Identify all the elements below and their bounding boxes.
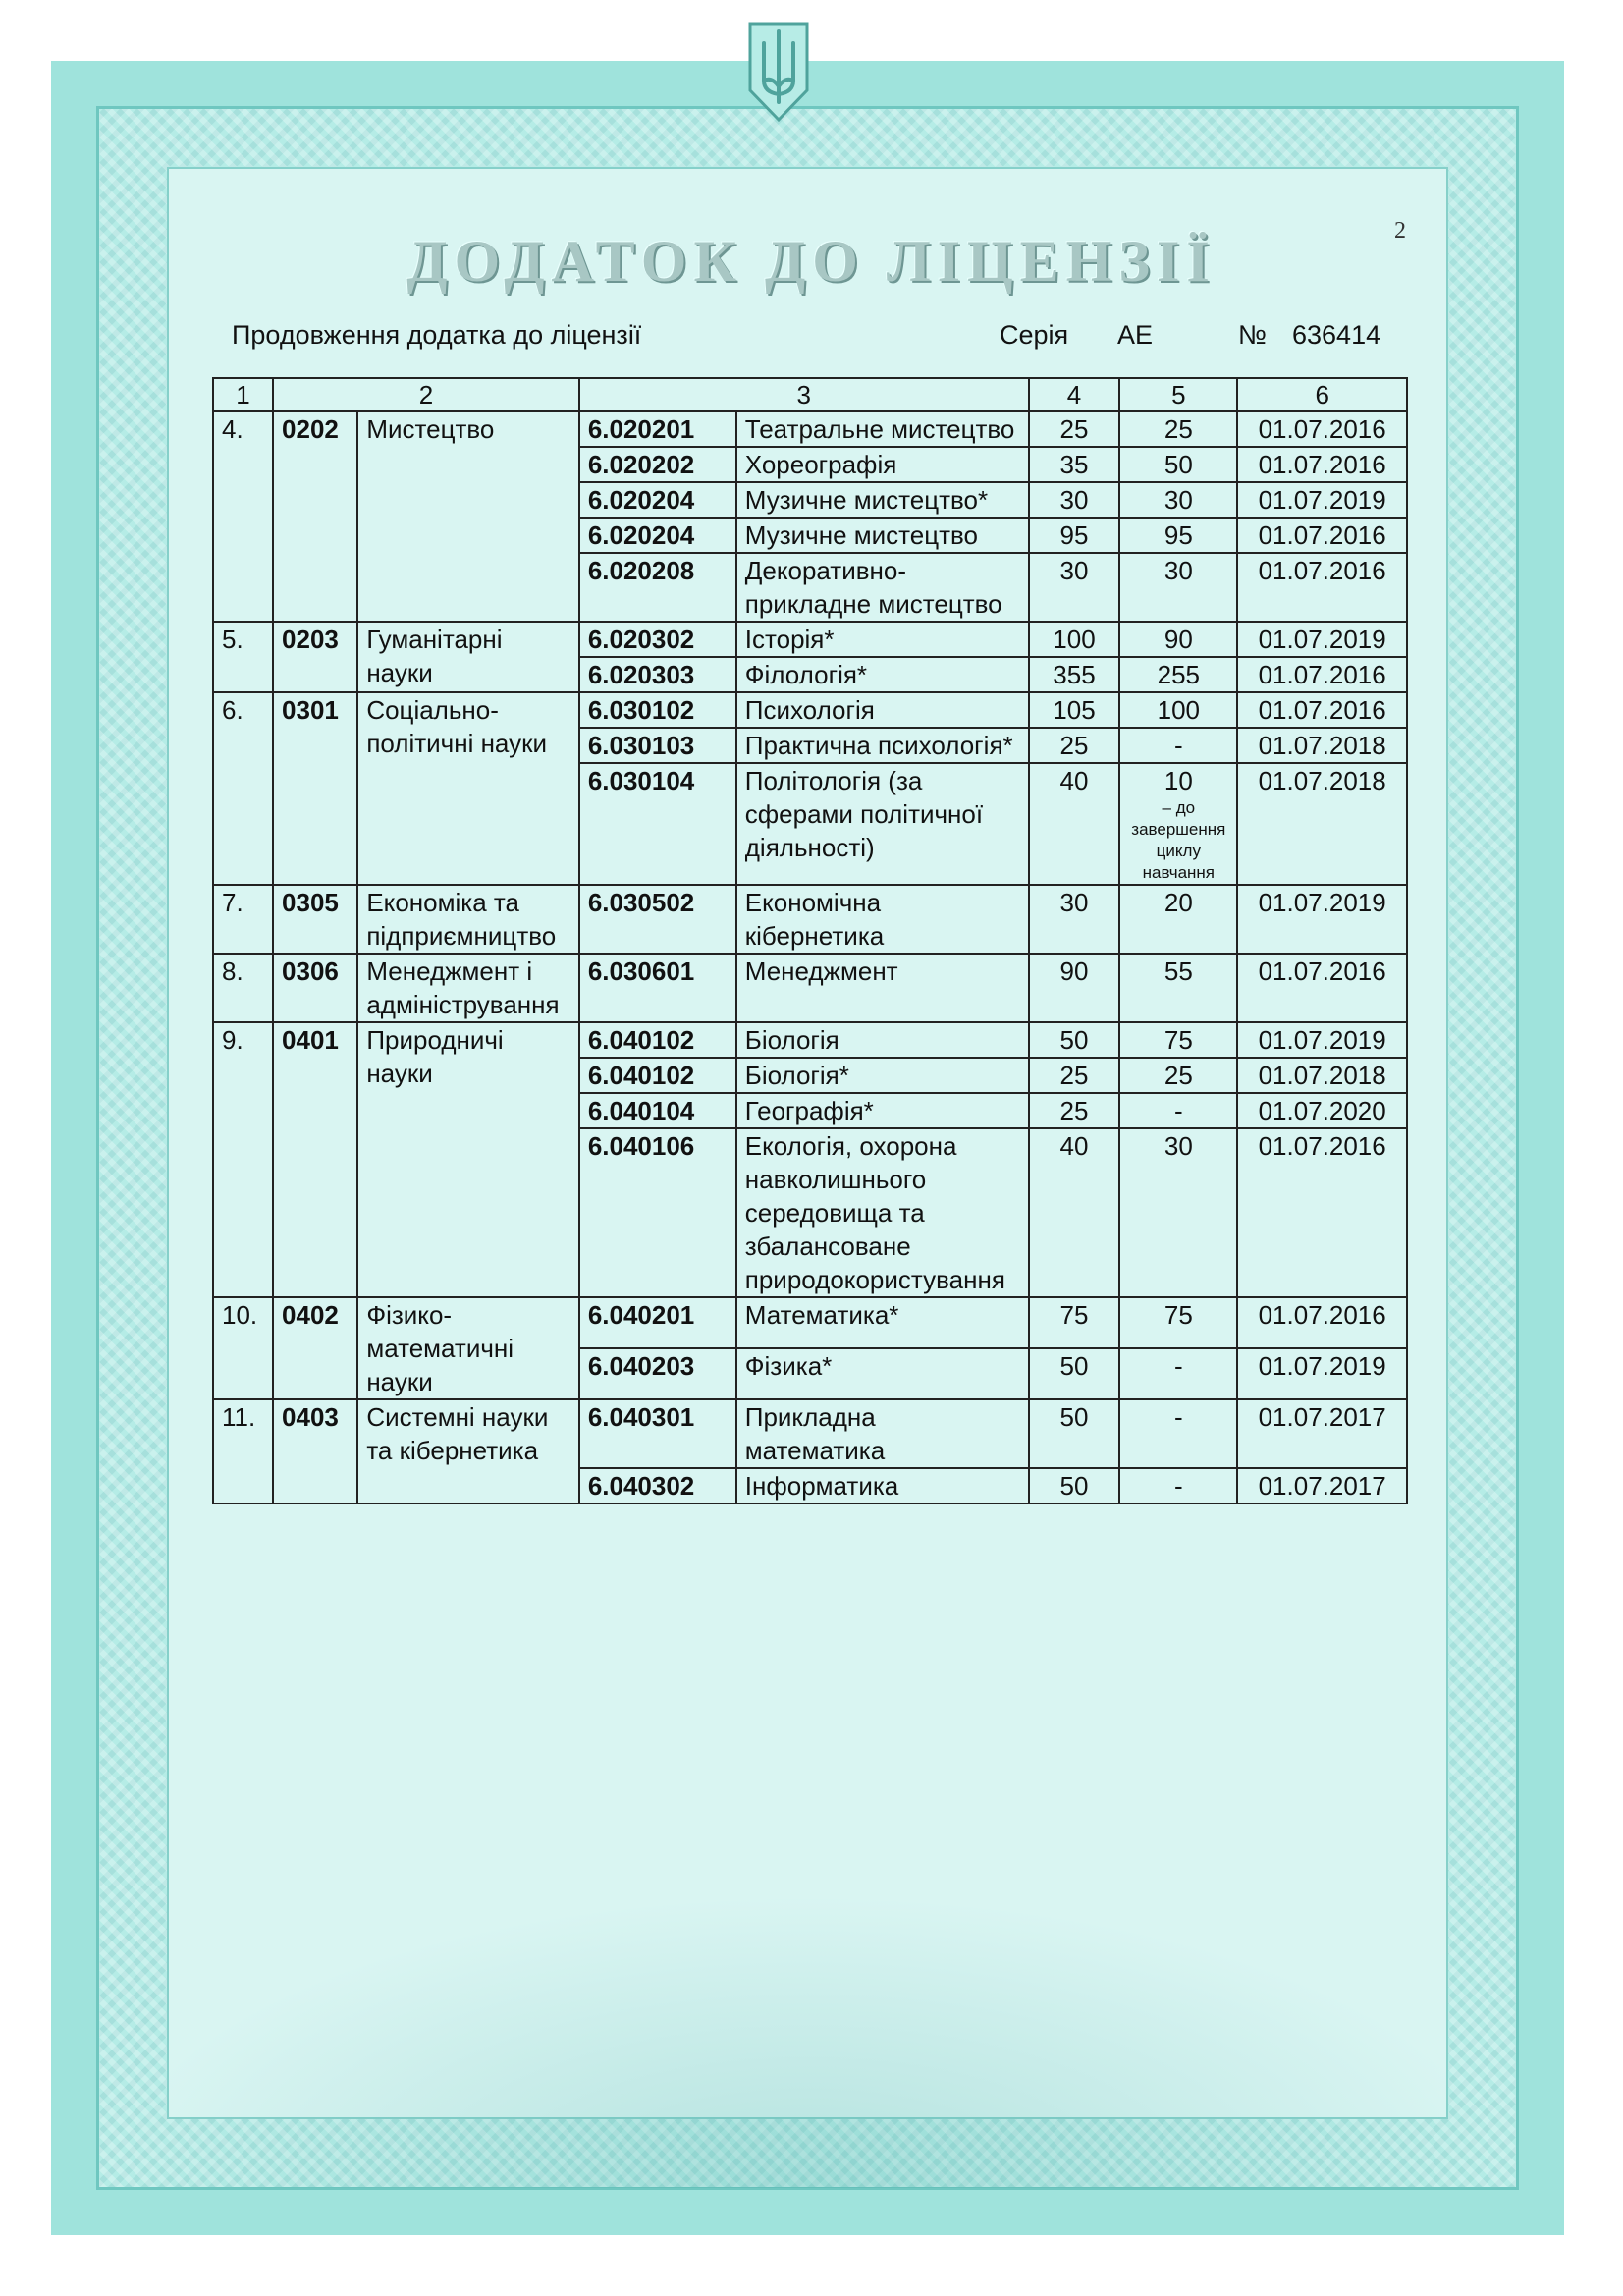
col5-number: 55	[1163, 957, 1193, 986]
specialty-code: 6.040106	[579, 1128, 736, 1297]
group-name: Мистецтво	[357, 411, 579, 622]
group-name: Системні науки та кібернетика	[357, 1399, 579, 1503]
specialty-code: 6.030502	[579, 885, 736, 954]
col5-number: 25	[1163, 414, 1193, 444]
col5-value	[1119, 692, 1237, 728]
col5-value	[1119, 411, 1237, 447]
group-name: Гуманітарні науки	[357, 622, 579, 692]
group-name: Фізико-математичні науки	[357, 1297, 579, 1399]
group-number: 4.	[213, 411, 273, 622]
valid-until-date: 01.07.2020	[1237, 1093, 1407, 1128]
col5-number: 20	[1163, 888, 1193, 917]
group-number: 5.	[213, 622, 273, 692]
column-header: 4	[1029, 378, 1120, 411]
number-value: 636414	[1292, 320, 1381, 350]
col4-value: 25	[1029, 1093, 1120, 1128]
table-row	[213, 1399, 1407, 1468]
group-code: 0403	[273, 1399, 357, 1503]
specialty-code: 6.020302	[579, 622, 736, 657]
table-row	[213, 954, 1407, 1022]
specialty-code: 6.020204	[579, 482, 736, 518]
valid-until-date: 01.07.2016	[1237, 954, 1407, 1022]
table-row	[213, 1297, 1407, 1348]
specialty-name: Географія*	[736, 1093, 1029, 1128]
col5-value	[1119, 482, 1237, 518]
group-name: Економіка та підприємництво	[357, 885, 579, 954]
specialty-code: 6.030103	[579, 728, 736, 763]
specialty-code: 6.040201	[579, 1297, 736, 1348]
specialty-name: Математика*	[736, 1297, 1029, 1348]
col5-number: -	[1173, 1096, 1183, 1125]
valid-until-date: 01.07.2019	[1237, 1348, 1407, 1399]
valid-until-date: 01.07.2019	[1237, 1022, 1407, 1058]
col4-value: 75	[1029, 1297, 1120, 1348]
col4-value: 35	[1029, 447, 1120, 482]
col4-value: 50	[1029, 1022, 1120, 1058]
group-number: 10.	[213, 1297, 273, 1399]
specialty-code: 6.020204	[579, 518, 736, 553]
col5-number: 255	[1157, 660, 1201, 689]
col5-value	[1119, 1468, 1237, 1503]
col4-value: 25	[1029, 1058, 1120, 1093]
col5-value	[1119, 1128, 1237, 1297]
col5-number: 10	[1163, 766, 1193, 795]
col5-number: 30	[1163, 485, 1193, 515]
specialty-code: 6.040301	[579, 1399, 736, 1468]
col5-value	[1119, 518, 1237, 553]
specialty-name: Менеджмент	[736, 954, 1029, 1022]
col5-number: 90	[1163, 625, 1193, 654]
specialty-name: Музичне мистецтво*	[736, 482, 1029, 518]
table-row	[213, 885, 1407, 954]
col5-value	[1119, 447, 1237, 482]
valid-until-date: 01.07.2016	[1237, 1297, 1407, 1348]
column-header: 5	[1119, 378, 1237, 411]
col4-value: 30	[1029, 482, 1120, 518]
specialty-name: Економічна кібернетика	[736, 885, 1029, 954]
specialty-code: 6.020202	[579, 447, 736, 482]
specialty-code: 6.040102	[579, 1022, 736, 1058]
specialty-name: Хореографія	[736, 447, 1029, 482]
col5-number: -	[1173, 1471, 1183, 1501]
specialty-code: 6.040203	[579, 1348, 736, 1399]
valid-until-date: 01.07.2017	[1237, 1468, 1407, 1503]
specialty-name: Історія*	[736, 622, 1029, 657]
col5-value	[1119, 885, 1237, 954]
specialty-name: Політологія (за сферами політичної діяльності)	[736, 763, 1029, 885]
col5-value	[1119, 1058, 1237, 1093]
series-value: АЕ	[1117, 320, 1154, 350]
specialty-code: 6.030601	[579, 954, 736, 1022]
group-code: 0306	[273, 954, 357, 1022]
specialty-code: 6.020201	[579, 411, 736, 447]
coat-of-arms-icon	[744, 18, 813, 124]
valid-until-date: 01.07.2018	[1237, 728, 1407, 763]
col5-value	[1119, 1348, 1237, 1399]
col5-number: 95	[1163, 520, 1193, 550]
col5-number: 30	[1163, 556, 1193, 585]
col4-value: 40	[1029, 763, 1120, 885]
col5-value	[1119, 1022, 1237, 1058]
table-row	[213, 622, 1407, 657]
col5-value	[1119, 1297, 1237, 1348]
page-number: 2	[1394, 218, 1406, 244]
group-code: 0203	[273, 622, 357, 692]
specialty-code: 6.040104	[579, 1093, 736, 1128]
col5-number: 75	[1163, 1025, 1193, 1055]
table-row	[213, 692, 1407, 728]
continuation-label: Продовження додатка до ліцензії	[232, 320, 642, 350]
column-header: 6	[1237, 378, 1407, 411]
group-code: 0202	[273, 411, 357, 622]
column-header: 2	[273, 378, 579, 411]
valid-until-date: 01.07.2018	[1237, 763, 1407, 885]
col4-value: 50	[1029, 1348, 1120, 1399]
specialty-code: 6.040102	[579, 1058, 736, 1093]
col4-value: 95	[1029, 518, 1120, 553]
col4-value: 25	[1029, 728, 1120, 763]
col5-value	[1119, 1399, 1237, 1468]
valid-until-date: 01.07.2016	[1237, 1128, 1407, 1297]
column-header: 3	[579, 378, 1029, 411]
valid-until-date: 01.07.2016	[1237, 411, 1407, 447]
specialty-name: Біологія	[736, 1022, 1029, 1058]
group-name: Природничі науки	[357, 1022, 579, 1297]
specialty-code: 6.020208	[579, 553, 736, 622]
valid-until-date: 01.07.2017	[1237, 1399, 1407, 1468]
specialty-name: Прикладна математика	[736, 1399, 1029, 1468]
col4-value: 105	[1029, 692, 1120, 728]
valid-until-date: 01.07.2018	[1237, 1058, 1407, 1093]
col4-value: 100	[1029, 622, 1120, 657]
valid-until-date: 01.07.2019	[1237, 482, 1407, 518]
col5-value	[1119, 657, 1237, 692]
group-number: 6.	[213, 692, 273, 885]
group-number: 11.	[213, 1399, 273, 1503]
series-label: Серія	[1000, 320, 1069, 350]
col4-value: 30	[1029, 553, 1120, 622]
col4-value: 25	[1029, 411, 1120, 447]
col5-value	[1119, 763, 1237, 885]
group-code: 0402	[273, 1297, 357, 1399]
column-header-row	[213, 378, 1407, 411]
col5-value	[1119, 1093, 1237, 1128]
col5-number: 50	[1163, 450, 1193, 479]
valid-until-date: 01.07.2019	[1237, 622, 1407, 657]
group-number: 8.	[213, 954, 273, 1022]
specialty-name: Театральне мистецтво	[736, 411, 1029, 447]
group-code: 0301	[273, 692, 357, 885]
specialty-code: 6.030102	[579, 692, 736, 728]
specialty-name: Фізика*	[736, 1348, 1029, 1399]
col5-number: 30	[1163, 1131, 1193, 1161]
col4-value: 40	[1029, 1128, 1120, 1297]
group-number: 7.	[213, 885, 273, 954]
specialty-code: 6.030104	[579, 763, 736, 885]
col5-value	[1119, 622, 1237, 657]
group-number: 9.	[213, 1022, 273, 1297]
license-table	[212, 377, 1408, 1504]
group-code: 0401	[273, 1022, 357, 1297]
col5-value	[1119, 954, 1237, 1022]
group-name: Соціально-політичні науки	[357, 692, 579, 885]
number-label: №	[1238, 320, 1267, 350]
specialty-name: Музичне мистецтво	[736, 518, 1029, 553]
col5-number: -	[1173, 731, 1183, 760]
col5-value	[1119, 553, 1237, 622]
floral-ornament	[98, 1893, 1517, 2188]
col4-value: 50	[1029, 1399, 1120, 1468]
valid-until-date: 01.07.2019	[1237, 885, 1407, 954]
specialty-name: Психологія	[736, 692, 1029, 728]
col5-number: 25	[1163, 1061, 1193, 1090]
col5-number: 100	[1157, 695, 1201, 725]
col5-note: – до завершення циклу навчання	[1131, 798, 1226, 882]
valid-until-date: 01.07.2016	[1237, 692, 1407, 728]
column-header: 1	[213, 378, 273, 411]
specialty-name: Декоративно-прикладне мистецтво	[736, 553, 1029, 622]
document-title: ДОДАТОК ДО ЛІЦЕНЗІЇ	[406, 229, 1217, 294]
specialty-code: 6.040302	[579, 1468, 736, 1503]
col4-value: 50	[1029, 1468, 1120, 1503]
group-code: 0305	[273, 885, 357, 954]
col4-value: 355	[1029, 657, 1120, 692]
specialty-name: Інформатика	[736, 1468, 1029, 1503]
specialty-name: Філологія*	[736, 657, 1029, 692]
valid-until-date: 01.07.2016	[1237, 447, 1407, 482]
col4-value: 90	[1029, 954, 1120, 1022]
valid-until-date: 01.07.2016	[1237, 518, 1407, 553]
valid-until-date: 01.07.2016	[1237, 657, 1407, 692]
valid-until-date: 01.07.2016	[1237, 553, 1407, 622]
col4-value: 30	[1029, 885, 1120, 954]
group-name: Менеджмент і адміністрування	[357, 954, 579, 1022]
specialty-name: Екологія, охорона навколишнього середовища та збалансоване природокористування	[736, 1128, 1029, 1297]
specialty-name: Практична психологія*	[736, 728, 1029, 763]
specialty-name: Біологія*	[736, 1058, 1029, 1093]
table-row	[213, 411, 1407, 447]
col5-number: -	[1173, 1402, 1183, 1432]
col5-number: -	[1173, 1351, 1183, 1381]
table-row	[213, 1022, 1407, 1058]
col5-value	[1119, 728, 1237, 763]
specialty-code: 6.020303	[579, 657, 736, 692]
col5-number: 75	[1163, 1300, 1193, 1330]
